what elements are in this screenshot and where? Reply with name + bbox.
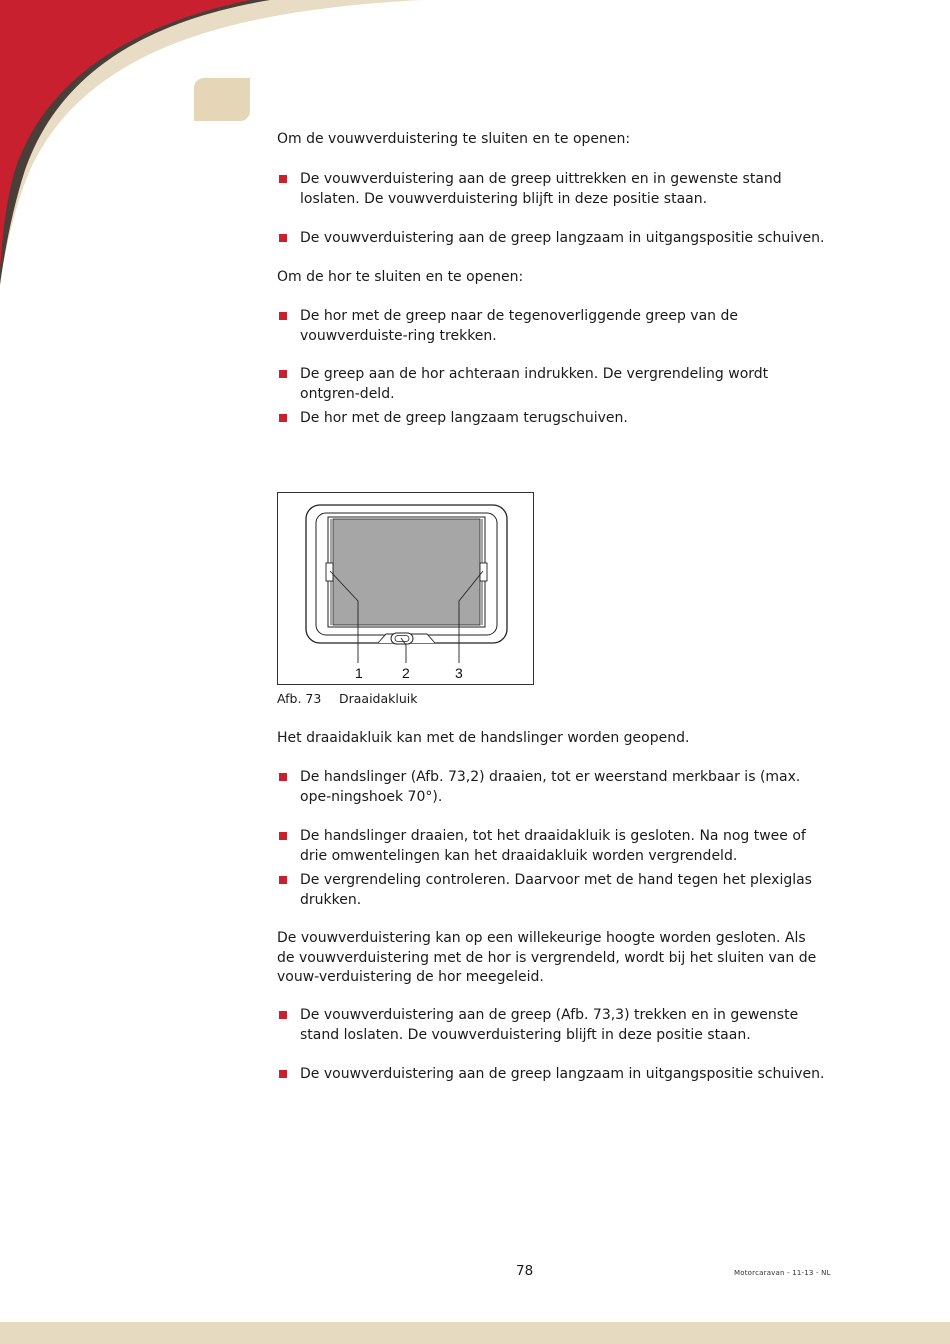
caption-number: Afb. 73: [277, 691, 322, 706]
bullet-square-icon: [279, 1011, 287, 1019]
bullet-square-icon: [279, 312, 287, 320]
callout-label-2: 2: [402, 665, 410, 681]
bullet-square-icon: [279, 414, 287, 422]
callout-label-3: 3: [455, 665, 463, 681]
bullet-square-icon: [279, 773, 287, 781]
bullet-square-icon: [279, 876, 287, 884]
intro-paragraph: Om de hor te sluiten en te openen:: [277, 269, 524, 285]
figure-caption: [277, 691, 418, 706]
list-item: De handslinger draaien, tot het draaidakluik is gesloten. Na nog twee of drie omwentelingen kan het draaidakluik worden vergrendeld.: [277, 827, 837, 866]
list-item: De vergrendeling controleren. Daarvoor met de hand tegen het plexiglas drukken.: [277, 871, 837, 910]
list-item: De greep aan de hor achteraan indrukken. De vergrendeling wordt ontgren-deld.: [277, 365, 837, 404]
intro-paragraph: Om de vouwverduistering te sluiten en te openen:: [277, 131, 631, 147]
bullet-square-icon: [279, 832, 287, 840]
document-reference: Motorcaravan - 11-13 - NL: [734, 1269, 831, 1277]
list-item: De vouwverduistering aan de greep langzaam in uitgangspositie schuiven.: [277, 229, 837, 249]
list-item: De vouwverduistering aan de greep langzaam in uitgangspositie schuiven.: [277, 1065, 837, 1085]
chapter-tab-marker: [194, 78, 250, 121]
bullet-square-icon: [279, 370, 287, 378]
intro-paragraph: Het draaidakluik kan met de handslinger worden geopend.: [277, 730, 690, 746]
roof-hatch-illustration: [278, 493, 535, 686]
caption-title: Draaidakluik: [339, 691, 418, 706]
list-item: De handslinger (Afb. 73,2) draaien, tot er weerstand merkbaar is (max. ope-ningshoek 70°).: [277, 768, 837, 807]
list-item: De hor met de greep naar de tegenoverliggende greep van de vouwverduiste-ring trekken.: [277, 307, 837, 346]
page-number: 78: [516, 1263, 534, 1279]
bullet-square-icon: [279, 1070, 287, 1078]
list-item: De vouwverduistering aan de greep (Afb. 73,3) trekken en in gewenste stand loslaten. De vouwverduistering blijft in deze positie staan.: [277, 1006, 837, 1045]
callout-label-1: 1: [355, 665, 363, 681]
bullet-square-icon: [279, 234, 287, 242]
list-item: De vouwverduistering aan de greep uittrekken en in gewenste stand loslaten. De vouwverduistering blijft in deze positie staan.: [277, 170, 837, 209]
intro-paragraph: De vouwverduistering kan op een willekeurige hoogte worden gesloten. Als de vouwverduistering met de hor is vergrendeld, wordt bij het sluiten van de vouw-verduistering de hor meegeleid.: [277, 930, 817, 985]
bottom-band-decoration: [0, 1322, 950, 1344]
corner-swoosh-decoration: [0, 0, 420, 300]
list-item: De hor met de greep langzaam terugschuiven.: [277, 409, 837, 429]
bullet-square-icon: [279, 175, 287, 183]
roof-hatch-figure: [277, 492, 534, 685]
